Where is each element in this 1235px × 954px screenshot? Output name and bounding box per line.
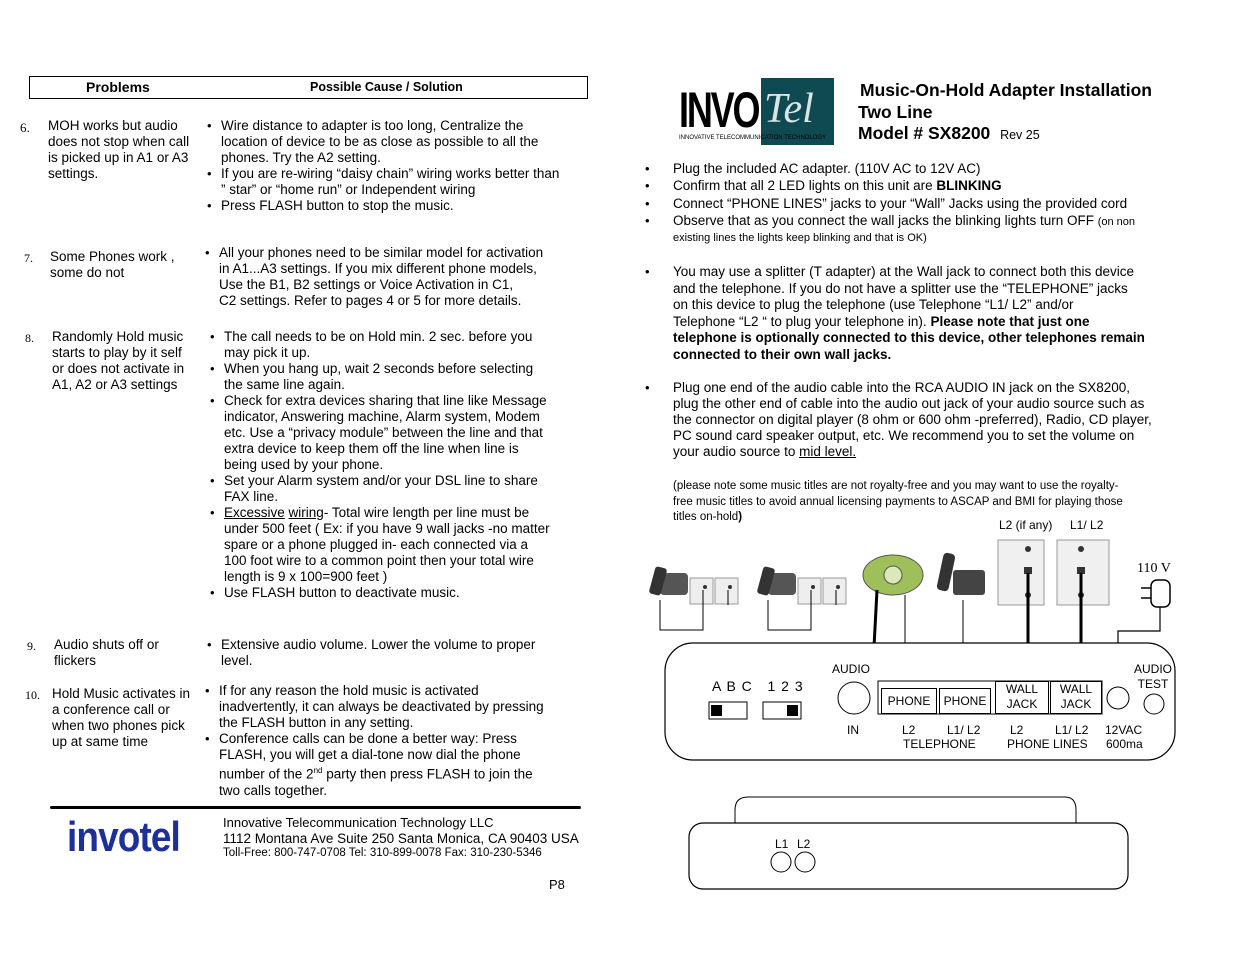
label-12vac: 12VAC [1105,723,1143,737]
invotel-logo: invotel [67,813,180,860]
label-audio: AUDIO [832,662,871,676]
page-number: P8 [549,877,565,892]
company-contact: Toll-Free: 800-747-0708 Tel: 310-899-0078 Fax: 310-230-5346 [223,847,542,859]
list-item: • Excessive wiring- Total wire length per line must be under 500 feet ( Ex: if you have 9 wall jacks -no matter spare or a phone plugged in- each connected via a 100 foot wire to a common point then your total wire length is 9 x 100=900 feet ) [210,505,590,585]
label-l1l2-line: L1/ L2 [1055,723,1089,737]
table-header [29,76,588,99]
label-telephone: TELEPHONE [903,737,976,751]
wall-jack-plate-l1l2 [1057,540,1109,605]
invotel-brand-logo [676,78,834,145]
wall-jack-plate-l2 [998,540,1044,605]
page-subtitle: Two Line [858,102,933,122]
solution-header: Possible Cause / Solution [310,80,463,94]
label-110v: 110 V [1137,561,1171,576]
logo-tel-text: Tel [764,86,814,132]
jack-wall-l2[interactable]: WALL JACK [995,681,1049,714]
audio-step [645,380,1185,460]
list-item: • Set your Alarm system and/or your DSL line to share FAX line. [210,473,590,505]
row-number: 7. [24,251,33,265]
list-item: • All your phones need to be similar model for activation in A1...A3 settings. If you mix different phone models, Use the B1, B2 settings or Voice Activation in C1, C2 settings. Refer to pages 4 or 5 for more details. [205,245,585,309]
list-item: • The call needs to be on Hold min. 2 sec. before you may pick it up. [210,329,590,361]
wall-jack-icon [798,578,846,604]
audio-led-jack [1107,687,1129,709]
solution-list [210,329,590,601]
company-name: Innovative Telecommunication Technology LLC [223,815,494,830]
logo-invo-text: INVO [679,82,759,138]
list-item: • Use FLASH button to deactivate music. [210,585,590,601]
row-number: 8. [25,331,34,345]
problem-text: Randomly Hold music starts to play by it self or does not activate in A1, A2 or A3 settings [52,329,185,392]
list-item: • Observe that as you connect the wall jacks the blinking lights turn OFF (on non existing lines the lights keep blinking and that is OK) [645,213,1185,246]
royalty-note: (please note some music titles are not royalty-free and you may want to use the royalty- free music titles to avoid annual licensing payments to ASCAP and BMI for playing those titles on-hold) [673,480,1123,523]
row-number: 10. [25,688,40,702]
list-item: • If you are re-wiring “daisy chain” wiring works better than ” star” or “home run” or Independent wiring [207,166,587,198]
label-l2-tel: L2 [902,723,916,737]
l2-jack [795,852,815,872]
label-back-l1: L1 [775,837,789,851]
solution-list [205,245,585,309]
list-item: • You may use a splitter (T adapter) at the Wall jack to connect both this device and the telephone. If you do not have a splitter use the “TELEPHONE” jacks on this device to plug the telephone (use Telephone “L1/ L2” and/or Telephone “L2 “ to plug your telephone in). Please note that just one telephone is optionally connected to this device, other telephones remain connected to their own wall jacks. [645,264,1185,363]
cordless-phone-icon [649,566,688,596]
label-l2-if-any: L2 (if any) [999,518,1053,532]
cd-player-icon [863,555,923,595]
setup-steps [645,160,1185,246]
model-line: Model # SX8200 Rev 25 [858,123,1040,143]
label-back-l2: L2 [797,837,811,851]
audio-in-jack [838,682,870,714]
back-panel [689,823,1128,889]
list-item: • If for any reason the hold music is activated inadvertently, it can always be deactivated by pressing the FLASH button in any setting. [205,683,585,731]
label-l1l2-tel: L1/ L2 [947,723,981,737]
solution-list [207,118,587,214]
solution-list [205,683,585,799]
problem-text: Some Phones work , some do not [50,249,175,280]
back-panel-top [735,797,1076,823]
list-item: • When you hang up, wait 2 seconds before selecting the same line again. [210,361,590,393]
jack-phone-l1l2[interactable]: PHONE [939,688,991,714]
logo-tagline: INNOVATIVE TELECOMMUNICATION TECHNOLOGY [679,135,827,141]
cordless-phone-icon [757,566,796,596]
problem-text: Audio shuts off or flickers [54,637,159,668]
solution-list [207,637,587,669]
list-item: • Conference calls can be done a better way: Press FLASH, you will get a dial-tone now dial the phone number of the 2nd party then press FLASH to join the two calls together. [205,731,585,799]
jack-wall-l1l2[interactable]: WALL JACK [1050,681,1102,714]
label-600ma: 600ma [1106,737,1143,751]
label-phone-lines: PHONE LINES [1007,737,1088,751]
list-item: • Confirm that all 2 LED lights on this unit are BLINKING [645,177,1185,194]
problems-header: Problems [86,79,150,95]
list-item: • Plug the included AC adapter. (110V AC to 12V AC) [645,160,1185,177]
row-number: 6. [20,120,30,135]
l1-jack [771,852,791,872]
list-item: • Extensive audio volume. Lower the volume to proper level. [207,637,587,669]
problem-text: Hold Music activates in a conference call or when two phones pick up at same time [52,686,191,749]
label-in: IN [847,723,859,737]
page-title: Music-On-Hold Adapter Installation [860,80,1152,100]
desk-phone-icon [936,552,985,595]
wiring-diagram [630,535,1190,895]
row-number: 9. [27,639,36,653]
list-item: • Check for extra devices sharing that line like Message indicator, Answering machine, Alarm system, Modem etc. Use a “privacy module” between the line and that extra device to keep them off the line when line is being used by your phone. [210,393,590,473]
footer-divider [50,806,581,809]
list-item: • Plug one end of the audio cable into the RCA AUDIO IN jack on the SX8200, plug the other end of cable into the audio out jack of your audio source such as the connector on digital player (8 ohm or 600 ohm -preferred), Radio, CD player, PC sound card speaker output, etc. We recommend you to set the volume on your audio source to mid level. [645,380,1185,460]
label-l1-l2-top: L1/ L2 [1070,518,1104,532]
audio-test-button [1144,694,1164,714]
label-abc-123: A B C 1 2 3 [712,678,804,694]
label-audio-test: AUDIO TEST [1134,662,1173,691]
wall-jack-icon [690,578,738,604]
list-item: • Connect “PHONE LINES” jacks to your “Wall” Jacks using the provided cord [645,194,1185,213]
splitter-step [645,264,1185,363]
list-item: • Press FLASH button to stop the music. [207,198,587,214]
power-adapter-icon [1141,580,1170,607]
jack-phone-l2[interactable]: PHONE [881,688,937,714]
list-item: • Wire distance to adapter is too long, Centralize the location of device to be as close as possible to all the phones. Try the A2 setting. [207,118,587,166]
company-address: 1112 Montana Ave Suite 250 Santa Monica, CA 90403 USA [223,831,579,846]
label-l2-line: L2 [1010,723,1024,737]
problem-text: MOH works but audio does not stop when call is picked up in A1 or A3 settings. [48,118,190,181]
